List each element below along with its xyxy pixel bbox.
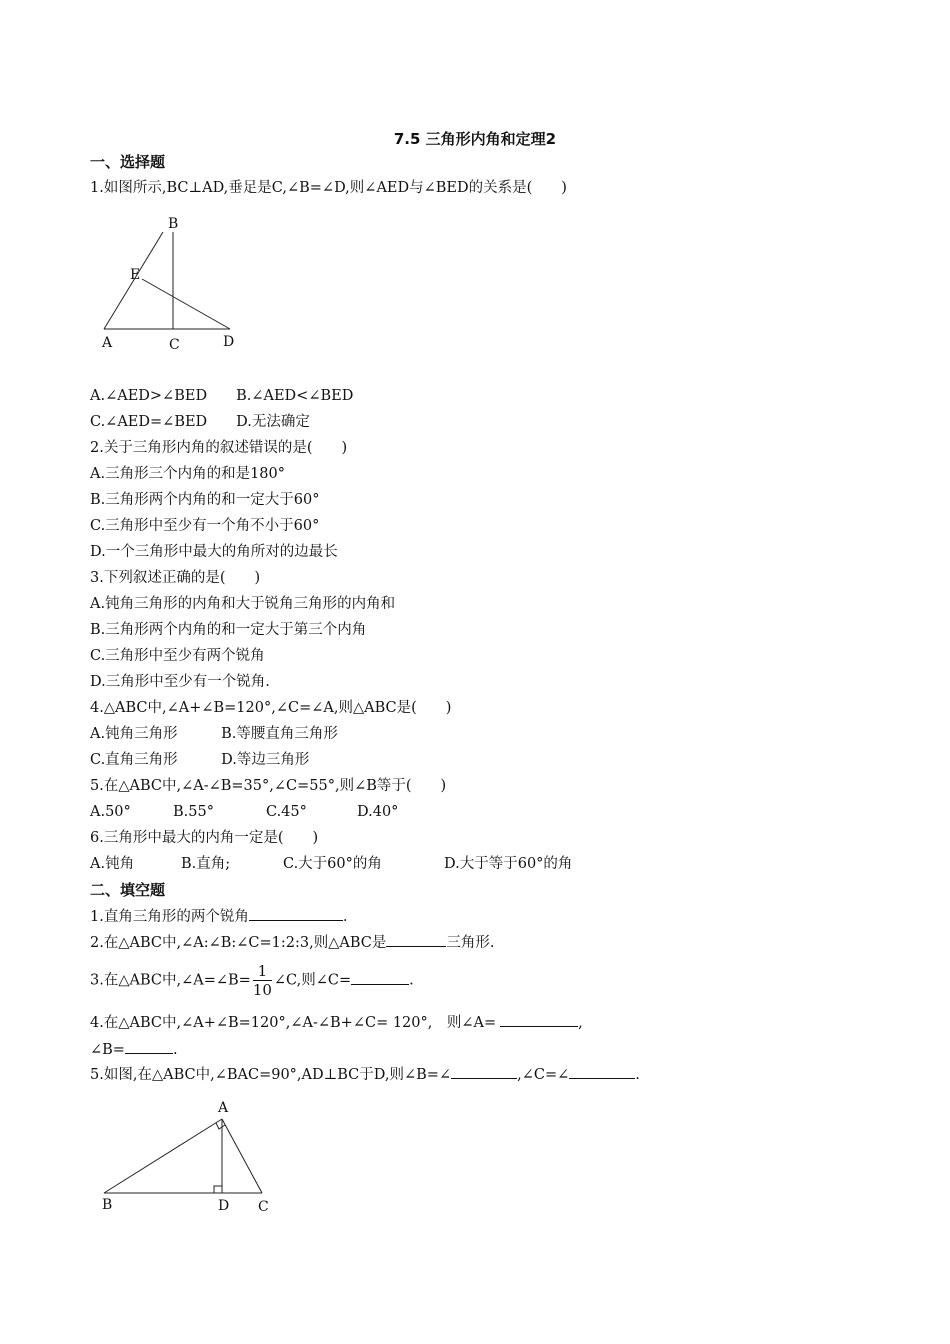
question-3-option-a: A.钝角三角形的内角和大于锐角三角形的内角和 — [90, 596, 396, 612]
label-d: D — [223, 334, 235, 350]
question-1-options-cd: C.∠AED=∠BED D.无法确定 — [90, 414, 310, 430]
right-angle-mark-a — [216, 1123, 225, 1129]
question-1-options-ab: A.∠AED>∠BED B.∠AED<∠BED — [90, 388, 354, 404]
label-e: E — [130, 267, 141, 283]
question-3-option-b: B.三角形两个内角的和一定大于第三个内角 — [90, 622, 367, 638]
fill-1-end: . — [342, 909, 348, 925]
fill-4-text: 4.在△ABC中,∠A+∠B=120°,∠A-∠B+∠C= 120°, 则∠A= — [90, 1015, 497, 1031]
label-b: B — [168, 216, 179, 232]
question-5-option-b: B.55° — [173, 804, 214, 820]
fraction-numerator: 1 — [253, 962, 272, 981]
label-a: A — [218, 1100, 229, 1116]
segment-ac — [222, 1119, 262, 1193]
section-heading-choice: 一、选择题 — [90, 153, 166, 171]
question-2-option-b: B.三角形两个内角的和一定大于60° — [90, 492, 320, 508]
right-angle-mark-d — [214, 1186, 222, 1193]
fill-3-mid: ∠C,则∠C= — [273, 972, 352, 989]
fill-5-text: 5.如图,在△ABC中,∠BAC=90°,AD⊥BC于D,则∠B=∠ — [90, 1067, 452, 1083]
question-2-option-a: A.三角形三个内角的和是180° — [90, 466, 286, 482]
fill-5-mid: ,∠C=∠ — [517, 1067, 570, 1083]
question-6-option-a: A.钝角 — [90, 856, 135, 872]
question-3-stem: 3.下列叙述正确的是( ) — [90, 570, 261, 586]
question-4-stem: 4.△ABC中,∠A+∠B=120°,∠C=∠A,则△ABC是( ) — [90, 700, 452, 716]
segment-ab — [104, 1119, 222, 1193]
fill-3-end: . — [409, 972, 414, 989]
fill-2-end: 三角形. — [446, 935, 495, 951]
question-1-stem: 1.如图所示,BC⊥AD,垂足是C,∠B=∠D,则∠AED与∠BED的关系是( ) — [90, 180, 567, 196]
question-2-option-d: D.一个三角形中最大的角所对的边最长 — [90, 544, 338, 560]
label-a: A — [102, 335, 113, 351]
label-b: B — [102, 1197, 113, 1213]
fill-1-text: 1.直角三角形的两个锐角 — [90, 909, 249, 925]
question-5-stem: 5.在△ABC中,∠A-∠B=35°,∠C=55°,则∠B等于( ) — [90, 778, 447, 794]
question-2-stem: 2.关于三角形内角的叙述错误的是( ) — [90, 440, 348, 456]
question-4-options-ab: A.钝角三角形 B.等腰直角三角形 — [90, 726, 338, 742]
fill-3-text: 3.在△ABC中,∠A=∠B= — [90, 972, 251, 989]
label-d: D — [218, 1198, 230, 1214]
fraction-denominator: 10 — [252, 981, 272, 999]
question-2-option-c: C.三角形中至少有一个角不小于60° — [90, 518, 320, 534]
question-3-option-c: C.三角形中至少有两个锐角 — [90, 648, 265, 664]
question-5-option-d: D.40° — [357, 804, 399, 820]
section-heading-fill: 二、填空题 — [90, 881, 166, 899]
question-6-stem: 6.三角形中最大的内角一定是( ) — [90, 830, 319, 846]
fill-4-line2-end: . — [172, 1042, 178, 1058]
label-c: C — [258, 1199, 269, 1215]
fill-4-line2-text: ∠B= — [90, 1042, 125, 1058]
fill-4-comma: , — [578, 1015, 583, 1031]
question-3-option-d: D.三角形中至少有一个锐角. — [90, 674, 270, 690]
question-6-option-c: C.大于60°的角 — [283, 856, 382, 872]
question-5-option-c: C.45° — [266, 804, 307, 820]
page-title: 7.5 三角形内角和定理2 — [393, 130, 557, 148]
question-6-option-b: B.直角; — [181, 856, 231, 872]
label-c: C — [169, 337, 180, 353]
fill-5-end: . — [635, 1067, 640, 1083]
fill-2-text: 2.在△ABC中,∠A:∠B:∠C=1:2:3,则△ABC是 — [90, 935, 387, 951]
question-5-option-a: A.50° — [90, 804, 131, 820]
question-4-options-cd: C.直角三角形 D.等边三角形 — [90, 752, 310, 768]
question-6-option-d: D.大于等于60°的角 — [444, 856, 573, 872]
